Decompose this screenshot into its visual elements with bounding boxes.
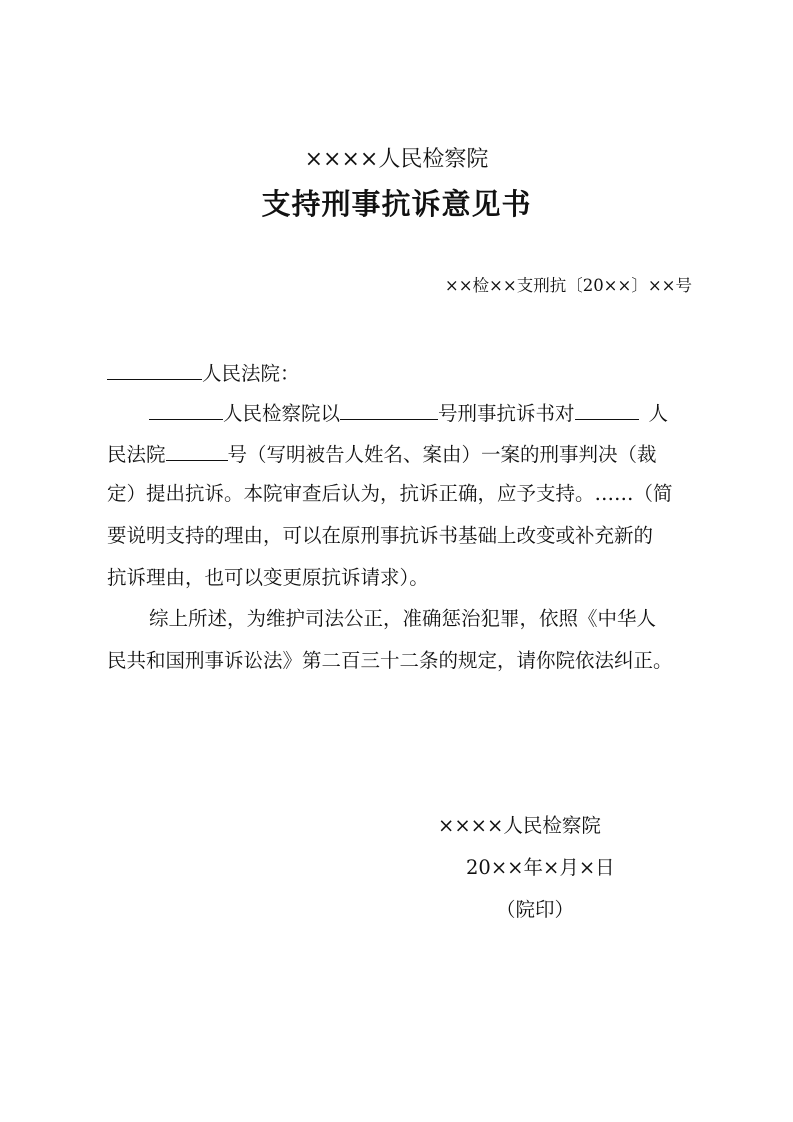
org-title: ××××人民检察院	[304, 147, 489, 172]
addressee-line	[107, 357, 300, 388]
para1-line3: 定）提出抗诉。本院审查后认为，抗诉正确，应予支持。……（简	[107, 482, 673, 505]
para1-line4: 要说明支持的理由，可以在原刑事抗诉书基础上改变或补充新的	[107, 524, 654, 547]
addressee-suffix: 人民法院：	[202, 362, 300, 385]
para2-line1: 综上所述，为维护司法公正，准确惩治犯罪，依照《中华人	[149, 607, 657, 630]
addressee-blank	[107, 357, 202, 380]
signature-date: 20××年×月×日	[466, 856, 615, 879]
doc-title: 支持刑事抗诉意见书	[261, 187, 532, 221]
para1-line1-part1: 人民检察院以	[223, 402, 341, 425]
court-blank	[575, 397, 639, 420]
para2-line2: 民共和国刑事诉讼法》第二百三十二条的规定，请你院依法纠正。	[107, 649, 673, 672]
para1-line1	[107, 397, 668, 428]
para1-line2-part2: 号（写明被告人姓名、案由）一案的刑事判决（裁	[227, 443, 657, 466]
para1-line5: 抗诉理由，也可以变更原抗诉请求）。	[107, 566, 429, 589]
para1-line1-part2: 号刑事抗诉书对	[438, 402, 575, 425]
para1-line1-part3: 人	[648, 402, 669, 425]
judgment-number-blank	[166, 438, 228, 461]
doc-number: ××检××支刑抗〔20××〕××号	[444, 276, 692, 295]
para1-line2	[107, 438, 657, 469]
indictment-number-blank	[340, 397, 438, 420]
signature-org: ××××人民检察院	[438, 814, 601, 837]
procuratorate-blank	[149, 397, 223, 420]
para1-line2-part1: 民法院	[107, 443, 166, 466]
signature-seal: （院印）	[496, 898, 575, 921]
